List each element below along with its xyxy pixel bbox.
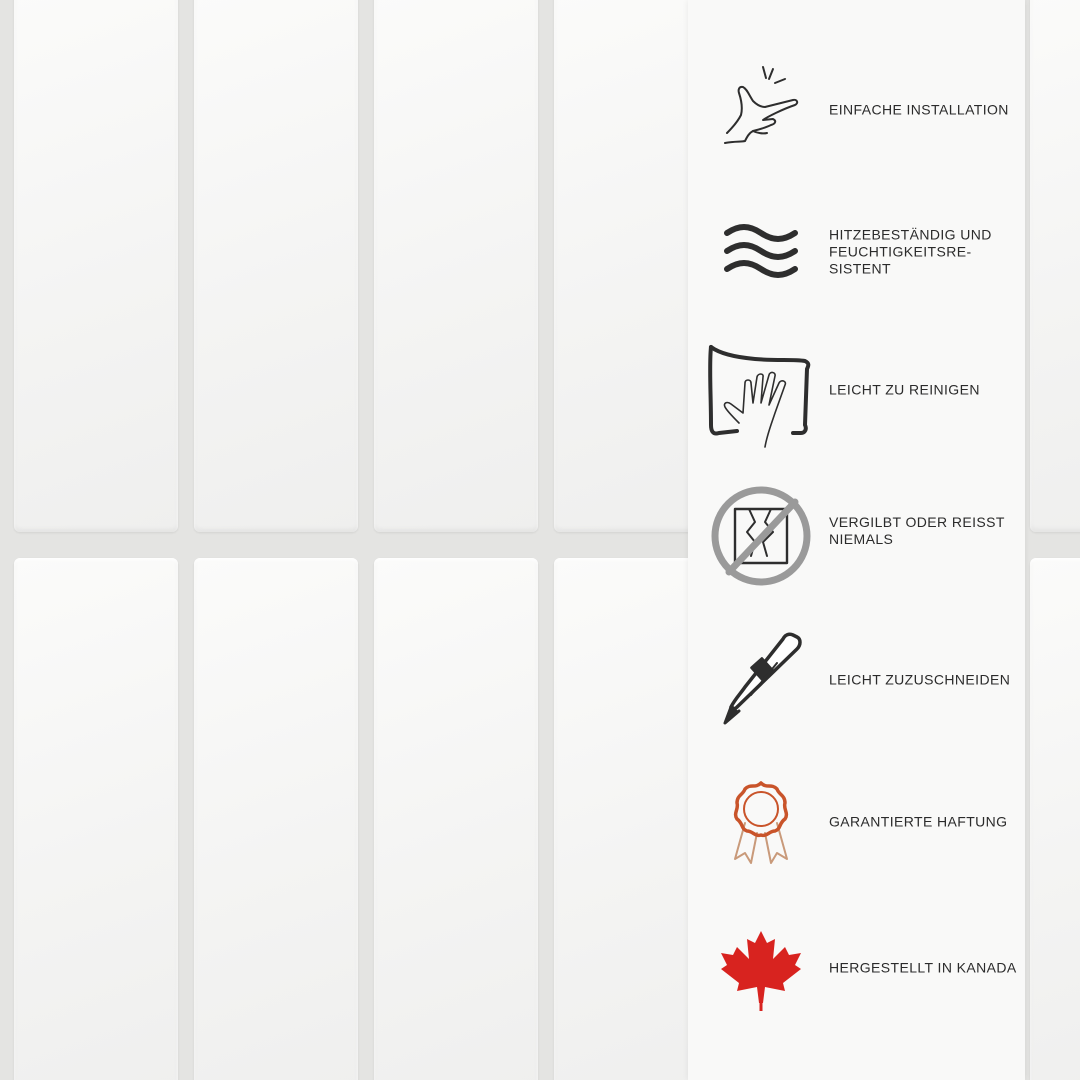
finger-snap-icon — [705, 45, 815, 175]
waves-icon — [705, 187, 815, 317]
wall-tile — [14, 0, 178, 532]
feature-label: HITZEBESTÄNDIG UND FEUCHTIGKEITSRE-SISTENT — [829, 226, 992, 277]
utility-knife-icon — [705, 615, 815, 745]
feature-easy-installation — [688, 45, 1025, 175]
feature-label: LEICHT ZUZUSCHNEIDEN — [829, 671, 1011, 688]
wall-tile — [1030, 558, 1080, 1080]
feature-label: EINFACHE INSTALLATION — [829, 101, 1009, 118]
wall-tile — [1030, 0, 1080, 532]
feature-easy-to-clean — [688, 325, 1025, 455]
wall-tile — [194, 0, 358, 532]
feature-heat-moisture-resistant — [688, 187, 1025, 317]
wall-tile — [374, 558, 538, 1080]
feature-label: VERGILBT ODER REISST NIEMALS — [829, 514, 1005, 547]
wall-tile — [14, 558, 178, 1080]
feature-guaranteed-adhesion — [688, 757, 1025, 887]
feature-made-in-canada — [688, 903, 1025, 1033]
wall-tile — [194, 558, 358, 1080]
feature-never-yellows-or-cracks — [688, 466, 1025, 596]
feature-easy-to-cut — [688, 615, 1025, 745]
wall-tile — [374, 0, 538, 532]
feature-label: LEICHT ZU REINIGEN — [829, 381, 980, 398]
maple-leaf-icon — [705, 903, 815, 1033]
rosette-badge-icon — [705, 757, 815, 887]
feature-label: GARANTIERTE HAFTUNG — [829, 813, 1008, 830]
no-crack-icon — [705, 466, 815, 596]
feature-label: HERGESTELLT IN KANADA — [829, 959, 1017, 976]
hand-wipe-icon — [705, 325, 815, 455]
feature-panel — [688, 0, 1025, 1080]
